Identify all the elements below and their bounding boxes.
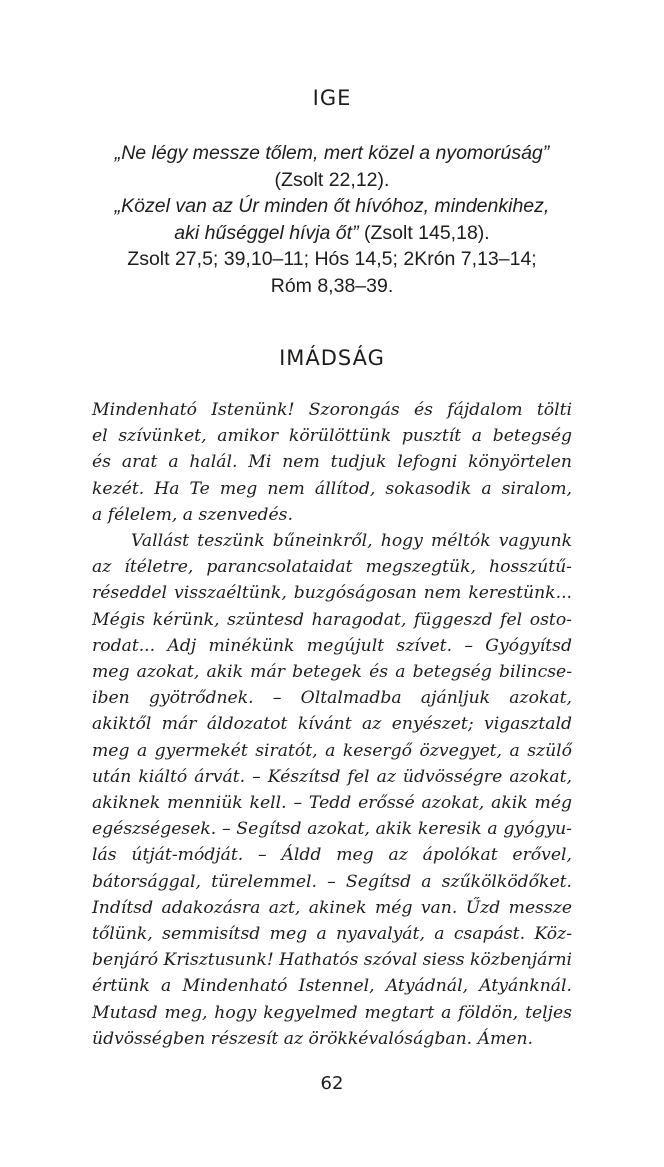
prayer-line: iben gyötrődnek. – Oltalmadba ajánljuk azokat, [92,688,572,709]
prayer-line: meg azokat, akik már betegek és a betegség bilincse- [92,662,572,683]
scripture-quote-2-end [60,220,604,247]
prayer-line: Vallást teszünk bűneinkről, hogy méltók vagyunk [131,531,572,552]
prayer-line: Mutasd meg, hogy kegyelmed megtart a földön, teljes [92,1002,572,1023]
scripture-reference-2: (Zsolt 145,18). [358,221,490,244]
prayer-line: a félelem, a szenvedés. [92,504,293,525]
prayer-line: rodat... Adj minékünk megújult szívet. – Gyógyítsd [92,635,572,656]
prayer-line: meg a gyermekét siratót, a kesergő özvegyet, a szülő [92,740,572,761]
prayer-line: egészségesek. – Segítsd azokat, akik keresik a gyógyu- [92,819,572,840]
prayer-line: és arat a halál. Mi nem tudjuk lefogni könyörtelen [92,452,572,473]
page-number: 62 [320,1073,344,1094]
prayer-line: bátorsággal, türelemmel. – Segítsd a szűkölködőket. [92,871,572,892]
prayer-line: benjáró Krisztusunk! Hathatós szóval siess közbenjárni [92,950,572,971]
scripture-references-4: Róm 8,38–39. [270,274,394,297]
scripture-reference-1: (Zsolt 22,12). [274,168,390,191]
prayer-line: réseddel visszaéltünk, buzgóságosan nem kerestünk... [92,583,572,604]
prayer-line: Mégis kérünk, szüntesd haragodat, függeszd fel osto- [92,609,572,630]
prayer-line: tőlünk, semmisítsd meg a nyavalyát, a csapást. Köz- [92,924,572,945]
scripture-quote-2-tail: aki hűséggel hívja őt” [174,221,359,244]
prayer-line: Indítsd adakozásra azt, akinek még van. Űzd messze [92,897,572,918]
prayer-line: lás útját-módját. – Áldd meg az ápolókat erővel, [92,845,572,866]
scripture-quote-1: „Ne légy messze tőlem, mert közel a nyomorúság” [114,142,550,164]
prayer-line: akiktől már áldozatot kívánt az enyészet; vigasztald [92,714,572,735]
prayer-line: után kiáltó árvát. – Készítsd fel az üdvösségre azokat, [92,766,572,787]
prayer-line: kezét. Ha Te meg nem állítod, sokasodik a siralom, [92,478,572,499]
prayer-text [92,397,572,1052]
prayer-line: üdvösségben részesít az örökkévalóságban. Ámen. [92,1028,533,1049]
section-title-ige: IGE [312,86,352,110]
prayer-line: az ítéletre, parancsolataidat megszegtük, hosszútű- [92,557,572,578]
prayer-line: Mindenható Istenünk! Szorongás és fájdalom tölti [92,400,572,420]
scripture-quote-2: „Közel van az Úr minden őt hívóhoz, mindenkihez, [114,195,550,217]
prayer-line: el szívünket, amikor körülöttünk pusztít a betegség [92,426,572,447]
prayer-line: értünk a Mindenható Istennel, Atyádnál, Atyánknál. [92,976,572,997]
section-title-imadsag: IMÁDSÁG [279,346,385,370]
scripture-references-3: Zsolt 27,5; 39,10–11; Hós 14,5; 2Krón 7,13–14; [127,248,537,270]
scripture-block [60,140,604,299]
prayer-line: akiknek menniük kell. – Tedd erőssé azokat, akik még [92,793,572,814]
